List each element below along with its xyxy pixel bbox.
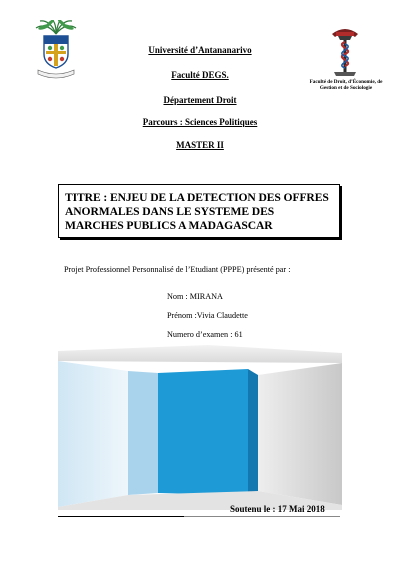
faculty-name: Faculté DEGS. bbox=[171, 70, 229, 80]
decorative-3d-graphic bbox=[58, 345, 342, 510]
level-name: MASTER II bbox=[176, 140, 224, 150]
student-surname: Nom : MIRANA bbox=[167, 292, 223, 301]
track-name: Parcours : Sciences Politiques bbox=[142, 117, 258, 127]
faculty-emblem-icon bbox=[328, 22, 362, 78]
document-title: TITRE : ENJEU DE LA DETECTION DES OFFRES ANORMALES DANS LE SYSTEME DES MARCHES PUBLICS A MADAGASCAR bbox=[65, 191, 329, 232]
student-exam-number: Numero d’examen : 61 bbox=[167, 330, 243, 339]
university-name: Université d’Antananarivo bbox=[148, 45, 252, 55]
bottom-rule-left bbox=[58, 516, 184, 517]
faculty-caption: Faculté de Droit, d’Économie, de Gestion et de Sociologie bbox=[309, 79, 383, 91]
defense-date: Soutenu le : 17 Mai 2018 bbox=[230, 504, 325, 514]
department-name: Département Droit bbox=[163, 95, 237, 105]
presentation-intro: Projet Professionnel Personnalisé de l’Etudiant (PPPE) présenté par : bbox=[64, 265, 291, 274]
title-box bbox=[58, 184, 340, 238]
student-firstname: Prénom :Vivia Claudette bbox=[167, 311, 248, 320]
university-crest-icon bbox=[32, 20, 80, 80]
bottom-rule-right bbox=[184, 516, 340, 517]
